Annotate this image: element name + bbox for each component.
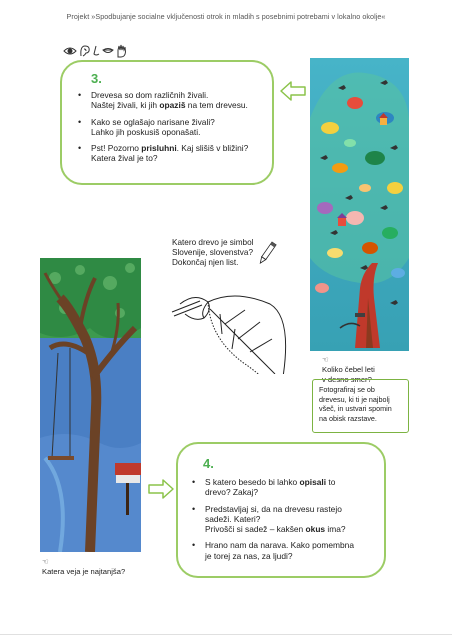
tree-painting-swing (40, 258, 141, 552)
caption-line: ☜ Katera veja je najtanjša? (42, 557, 162, 577)
text-run: Naštej živali, ki jih (91, 100, 160, 111)
senses-icon-row (63, 44, 133, 58)
eye-icon (64, 48, 76, 54)
emphasis-word: opisali (299, 477, 327, 487)
emphasis-word: prisluhni (141, 143, 177, 154)
text-run: Lahko jih poskusiš oponašati. (91, 126, 201, 137)
list-item (76, 117, 268, 138)
branch-question (42, 557, 162, 577)
list-item (190, 540, 382, 561)
hand-icon: ☜ (42, 557, 49, 566)
text-run: . Kaj slišiš v bližini? (176, 143, 249, 154)
list-item-line (205, 487, 382, 497)
list-item-line (205, 504, 382, 514)
drawing-line: Katero drevo je simbol (172, 238, 254, 247)
list-item-line (205, 514, 382, 524)
task-number: 3. (91, 71, 102, 86)
photo-line: všeč, in ustvari spomin (319, 404, 392, 414)
arrow-right-icon (147, 478, 175, 500)
arrow-left-icon (279, 80, 307, 102)
text-run: Kako se oglašajo narisane živali? (91, 116, 215, 127)
ear-icon (81, 46, 89, 56)
list-item-line (205, 540, 382, 550)
photo-task-box (312, 379, 409, 433)
text-run: drevo? Zakaj? (205, 487, 259, 498)
text-run: je torej za nas, za ljudi? (205, 550, 293, 561)
caption-line: ☜ Koliko čebel leti (322, 355, 422, 375)
text-run: Drevesa so dom različnih živali. (91, 90, 209, 100)
photo-line: na obisk razstave. (319, 413, 377, 423)
hand-icon (118, 45, 126, 57)
text-run: Privošči si sadež – kakšen (205, 524, 306, 535)
photo-line: drevesu, ki ti je najbolj (319, 394, 390, 404)
text-run: sadeži. Kateri? (205, 513, 261, 524)
drawing-line: Dokončaj njen list. (172, 258, 239, 267)
task-box-3 (60, 60, 274, 185)
list-item (76, 90, 268, 111)
emphasis-word: okus (305, 524, 326, 535)
drawing-prompt (172, 238, 253, 268)
list-item (190, 477, 382, 498)
list-item-line (91, 143, 268, 153)
list-item-line (205, 477, 382, 487)
text-run: S katero besedo bi lahko (205, 477, 300, 487)
task-list (190, 477, 382, 567)
task-box-4 (176, 442, 386, 578)
text-run: ima? (325, 524, 346, 535)
list-item (190, 504, 382, 535)
tree-painting-birds (310, 58, 409, 351)
text-run: Predstavljaj si, da na drevesu rastejo (205, 503, 342, 514)
photo-line: Fotografiraj se ob (319, 385, 375, 394)
text-run: Hrano nam da narava. Kako pomembna (205, 540, 354, 551)
senses-icons (63, 44, 133, 58)
list-item-line (91, 117, 268, 127)
caption-line: v desno smer? (322, 375, 372, 384)
footer-divider (0, 634, 452, 635)
task-number: 4. (203, 456, 214, 471)
list-item (76, 143, 268, 164)
document-header: Projekt »Spodbujanje socialne vključenosti otrok in mladih s posebnimi potrebami v lokalno okolje« (66, 12, 386, 21)
text-run: Katera žival je to? (91, 153, 158, 164)
hand-icon: ☜ (322, 355, 329, 364)
list-item-line (91, 127, 268, 137)
list-item-line (205, 551, 382, 561)
task-list (76, 90, 268, 170)
text-run: na tem drevesu. (185, 100, 248, 111)
text-run: Pst! Pozorno (91, 143, 142, 154)
pencil-icon (258, 242, 276, 265)
mouth-icon (103, 49, 113, 53)
list-item-line (91, 100, 268, 110)
nose-icon (94, 46, 99, 55)
list-item-line (205, 524, 382, 534)
linden-leaf-drawing (160, 214, 310, 374)
drawing-line: Slovenije, slovenstva? (172, 248, 254, 257)
list-item-line (91, 153, 268, 163)
emphasis-word: opaziš (159, 100, 186, 111)
list-item-line (91, 90, 268, 100)
text-run: to (326, 477, 336, 487)
